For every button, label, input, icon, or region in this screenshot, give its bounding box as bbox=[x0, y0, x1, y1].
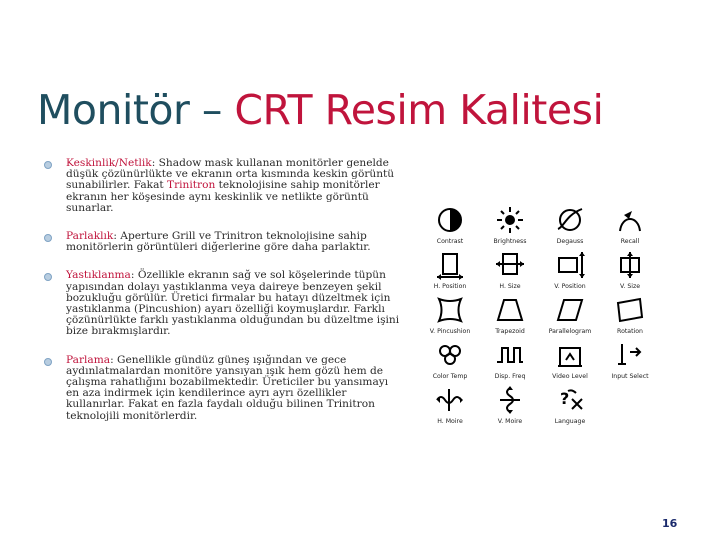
language-tile bbox=[540, 380, 600, 435]
bullet-item bbox=[44, 158, 404, 214]
bullet-item bbox=[44, 231, 404, 253]
title-accent: CRT Resim Kalitesi bbox=[234, 86, 604, 134]
icon-label: Language bbox=[554, 418, 586, 425]
icon-label: V. Pincushion bbox=[429, 328, 471, 335]
degauss-icon bbox=[554, 205, 586, 235]
input-select-tile bbox=[600, 335, 660, 390]
svg-text:?: ? bbox=[560, 389, 570, 408]
input-select-icon bbox=[614, 340, 646, 370]
osd-icon-panel bbox=[420, 190, 667, 425]
bullet-item bbox=[44, 355, 404, 422]
h-moire-tile bbox=[420, 380, 480, 435]
parallelogram-icon bbox=[554, 295, 586, 325]
icon-label: Input Select bbox=[611, 373, 649, 380]
page-number: 16 bbox=[662, 517, 678, 530]
v-moire-icon bbox=[494, 385, 526, 415]
video-level-icon bbox=[554, 340, 586, 370]
slide-title bbox=[37, 86, 603, 134]
bullet-text: : Özellikle ekranın sağ ve sol köşelerinde tüpün yapısından dolayı yastıklanma veya daireye benzeyen şekil bozukluğu görülür. Üretici firmalar bu hatayı düzeltmek için yastıklanma (Pincushion) ayarı özelliği koymuşlardır. Farklı çözünürlükte farklı yastıklanma olduğundan bu düzeltme işini bize bırakmışlardır. bbox=[66, 269, 400, 338]
icon-label: V. Moire bbox=[497, 418, 523, 425]
bullet-text: : Aperture Grill ve Trinitron teknolojisine sahip monitörlerin görüntüleri diğerlerine göre daha parlaktır. bbox=[66, 230, 371, 254]
icon-label: Color Temp bbox=[432, 373, 468, 380]
icon-label: Rotation bbox=[617, 328, 643, 335]
rotation-icon bbox=[614, 295, 646, 325]
bullet-keyword: Parlama bbox=[66, 353, 111, 366]
bullet-text: : Genellikle gündüz güneş ışığından ve gece aydınlatmalardan monitöre yansıyan ışık hem gözü hem de çalışma rahatlığını bozabilmektedir. Üreticiler bu yansımayı en aza indirmek için kendilerince ayrı ayrı özellikler kullanırlar. Fakat en fazla faydalı olduğu bilinen Trinitron teknolojili monitörlerdir. bbox=[66, 353, 389, 422]
disp-freq-icon bbox=[494, 340, 526, 370]
h-moire-icon bbox=[434, 385, 466, 415]
h-size-icon bbox=[494, 250, 526, 280]
icon-label: Recall bbox=[620, 238, 640, 245]
bullet-keyword: Yastıklanma bbox=[66, 269, 131, 282]
icon-label: Video Level bbox=[552, 373, 588, 380]
title-main: Monitör – bbox=[37, 86, 235, 134]
h-position-icon bbox=[434, 250, 466, 280]
v-pincushion-icon bbox=[434, 295, 466, 325]
bullet-dot-icon bbox=[44, 273, 52, 281]
icon-label: Parallelogram bbox=[548, 328, 592, 335]
contrast-icon bbox=[434, 205, 466, 235]
color-temp-icon bbox=[434, 340, 466, 370]
icon-label: V. Size bbox=[619, 283, 641, 290]
bullet-text: : Shadow mask kullanan monitörler genelde düşük çözünürlükte ve ekranın orta kısmında keskin görüntü sunabilirler. Fakat bbox=[66, 157, 395, 192]
icon-label: Trapezoid bbox=[495, 328, 525, 335]
bullet-keyword: Parlaklık bbox=[66, 230, 114, 243]
language-icon bbox=[554, 385, 586, 415]
bullet-highlight: Trinitron bbox=[167, 179, 216, 192]
v-moire-tile bbox=[480, 380, 540, 435]
recall-icon bbox=[614, 205, 646, 235]
icon-label: H. Size bbox=[499, 283, 521, 290]
bullet-dot-icon bbox=[44, 234, 52, 242]
bullet-dot-icon bbox=[44, 358, 52, 366]
v-position-icon bbox=[554, 250, 586, 280]
icon-label: V. Position bbox=[554, 283, 586, 290]
v-size-icon bbox=[614, 250, 646, 280]
brightness-icon bbox=[494, 205, 526, 235]
bullet-list bbox=[44, 158, 404, 439]
trapezoid-icon bbox=[494, 295, 526, 325]
bullet-dot-icon bbox=[44, 161, 52, 169]
bullet-text-2: teknolojisine sahip monitörler ekranın her köşesinde aynı keskinlik ve netlikte görüntü sunarlar. bbox=[66, 179, 380, 214]
bullet-keyword: Keskinlik/Netlik bbox=[66, 157, 152, 169]
icon-label: Brightness bbox=[493, 238, 527, 245]
icon-label: H. Position bbox=[433, 283, 467, 290]
icon-label: H. Moire bbox=[437, 418, 463, 425]
bullet-item bbox=[44, 270, 404, 337]
icon-label: Disp. Freq bbox=[494, 373, 526, 380]
icon-label: Degauss bbox=[556, 238, 584, 245]
icon-label: Contrast bbox=[436, 238, 464, 245]
